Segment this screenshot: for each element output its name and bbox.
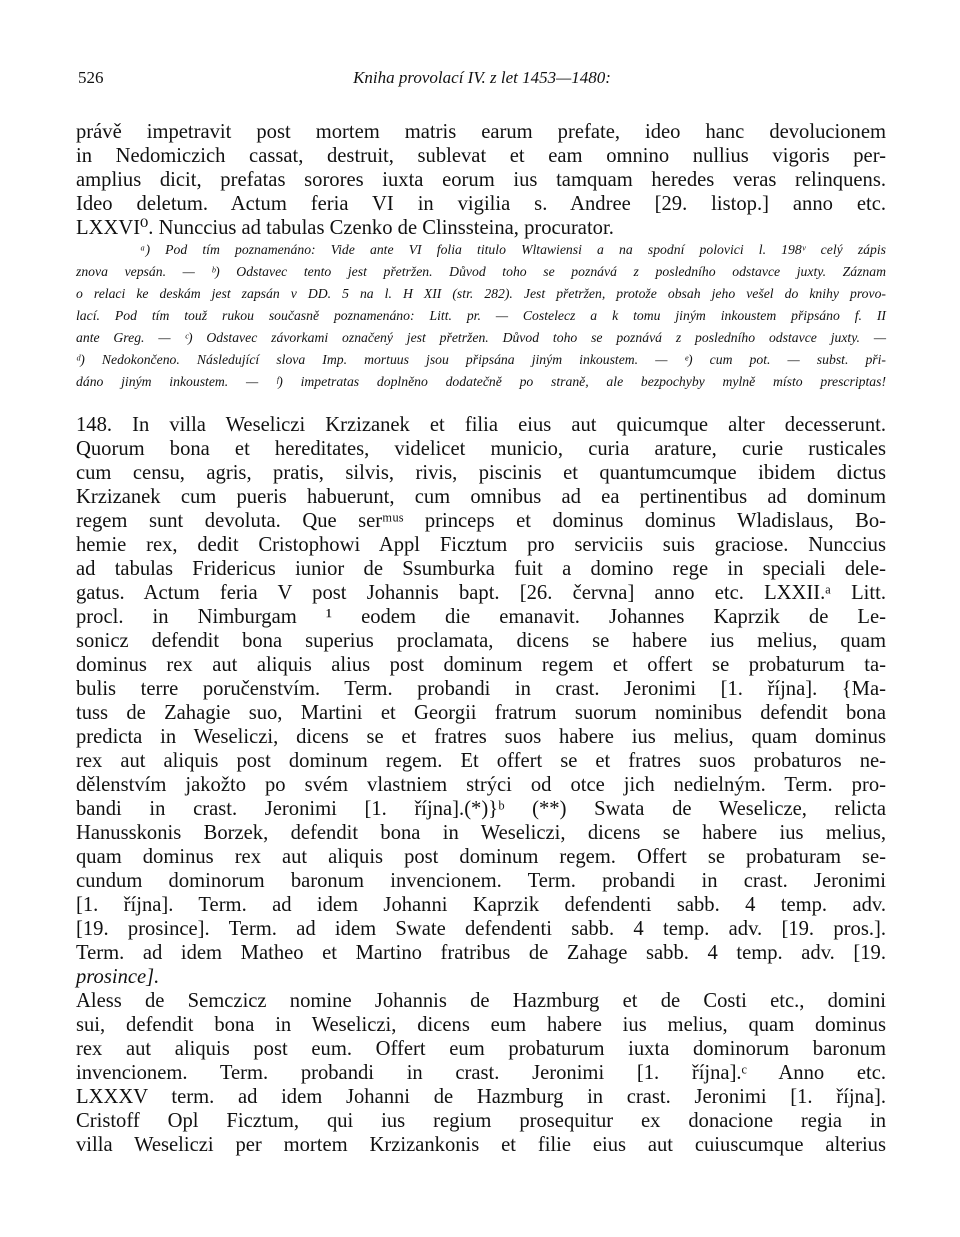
page-number: 526: [78, 68, 104, 87]
entry-line: bulis terre poručenstvím. Term. probandi in crast. Jeronimi [1. října]. {Ma-: [76, 678, 886, 700]
entry-line: [1. října]. Term. ad idem Johanni Kaprzik defendenti sabb. 4 temp. adv.: [76, 894, 886, 916]
entry-line: Cristoff Opl Ficztum, qui ius regium prosequitur ex donacione regia in: [76, 1110, 886, 1132]
entry-line: gatus. Actum feria V post Johannis bapt. [26. června] anno etc. LXXII.ᵃ Litt.: [76, 582, 886, 604]
entry-line: Krzizanek cum pueris habuerunt, cum omnibus ad ea pertinentibus ad dominum: [76, 486, 886, 508]
entry-line: Term. ad idem Matheo et Martino fratribus de Zahage sabb. 4 temp. adv. [19.: [76, 942, 886, 964]
entry-line: procl. in Nimburgam ¹ eodem die emanavit. Johannes Kaprzik de Le-: [76, 606, 886, 628]
footnote-line: ᵃ) Pod tím poznamenáno: Vide ante VI folia titulo Wltawiensi a na spodní polovici l. 198ᵛ celý zápis: [140, 242, 886, 257]
text-line: in Nedomiczich cassat, destruit, sublevat et eam omnino nullius vigoris per-: [76, 145, 886, 167]
entry-line: regem sunt devoluta. Que serᵐᵘˢ princeps et dominus dominus Wladislaus, Bo-: [76, 510, 886, 532]
entry-line: bandi in crast. Jeronimi [1. října].(*)}ᵇ (**) Swata de Weselicze, relicta: [76, 798, 886, 820]
entry-line: quam dominus rex aut aliquis post dominum regem. Offert se probaturam se-: [76, 846, 886, 868]
entry-line: villa Weseliczi per mortem Krzizankonis et filie eius aut cuiuscumque alterius: [76, 1134, 886, 1156]
entry-line: sui, defendit bona in Weseliczi, dicens eum habere ius melius, quam dominus: [76, 1014, 886, 1036]
footnote-line: lací. Pod tím touž rukou současně poznamenáno: Litt. pr. — Costelecz a k tomu jiným inkoustem připsáno f. II: [76, 308, 886, 323]
entry-line: ad tabulas Fridericus iunior de Ssumburka fuit a domino rege in speciali dele-: [76, 558, 886, 580]
entry-line: sonicz defendit bona superius proclamata, dicens se habere ius melius, quam: [76, 630, 886, 652]
footnote-line: ᵈ) Nedokončeno. Následující slova Imp. mortuus jsou připsána jiným inkoustem. — ᵉ) cum pot. — subst. při-: [76, 352, 886, 367]
running-title: Kniha provolací IV. z let 1453—1480:: [353, 68, 611, 87]
footnote-line: ante Greg. — ᶜ) Odstavec závorkami označený jest přetržen. Důvod toho se poznává z posledního odstavce juxty. —: [76, 330, 886, 345]
entry-line: hemie rex, dedit Cristophowi Appl Ficztum pro serviciis suis graciose. Nunccius: [76, 534, 886, 556]
entry-line: prosince].: [76, 966, 160, 988]
entry-line: 148. In villa Weseliczi Krzizanek et filia eius aut quicumque alter decesserunt.: [76, 414, 886, 436]
entry-line: cundum dominorum baronum invencionem. Term. probandi in crast. Jeronimi: [76, 870, 886, 892]
entry-line: rex aut aliquis post dominum regem. Et offert se et fratres suos probaturos ne-: [76, 750, 886, 772]
entry-line: tuss de Zahagie suo, Martini et Georgii fratrum suorum nominibus defendit bona: [76, 702, 886, 724]
page-header: [78, 68, 886, 92]
text-line: amplius dicit, prefatas sorores iuxta eorum ius tamquam heredes veras relinquens.: [76, 169, 886, 191]
entry-line: rex aut aliquis post eum. Offert eum probaturum iuxta dominorum baronum: [76, 1038, 886, 1060]
entry-line: predicta in Weseliczi, dicens se et fratres suos habere ius melius, quam dominus: [76, 726, 886, 748]
footnote-line: dáno jiným inkoustem. — ᶠ) impetratas doplněno dodatečně po straně, ale bezpochyby mylně místo prescriptas!: [76, 374, 886, 389]
entry-line: [19. prosince]. Term. ad idem Swate defendenti sabb. 4 temp. adv. [19. pros.].: [76, 918, 886, 940]
entry-line: Quorum bona et hereditates, videlicet municio, curia arature, curie rusticales: [76, 438, 886, 460]
footnote-line: znova vepsán. — ᵇ) Odstavec tento jest přetržen. Důvod toho se poznává z posledního odstavce juxty. Záznam: [76, 264, 886, 279]
entry-line: Hanusskonis Borzek, defendit bona in Weseliczi, dicens se habere ius melius,: [76, 822, 886, 844]
entry-line: cum censu, agris, pratis, silvis, rivis, piscinis et quantumcumque ibidem dictus: [76, 462, 886, 484]
entry-line: dělenstvím jakožto po svém vlastniem strýci od otce jich nedielným. Term. pro-: [76, 774, 886, 796]
entry-line: Aless de Semczicz nomine Johannis de Hazmburg et de Costi etc., domini: [76, 990, 886, 1012]
entry-line: LXXXV term. ad idem Johanni de Hazmburg in crast. Jeronimi [1. října].: [76, 1086, 886, 1108]
text-line: LXXVI⁰. Nunccius ad tabulas Czenko de Clinssteina, procurator.: [76, 217, 614, 239]
entry-line: invencionem. Term. probandi in crast. Jeronimi [1. října].ᶜ Anno etc.: [76, 1062, 886, 1084]
footnote-line: o relaci ke deskám jest zapsán v DD. 5 na l. H XII (str. 282). Jest přetržen, protože obsah jeho vešel do knihy provo-: [76, 286, 886, 301]
text-line: Ideo deletum. Actum feria VI in vigilia s. Andree [29. listop.] anno etc.: [76, 193, 886, 215]
entry-line: dominus rex aut aliquis alius post dominum regem et offert se probaturum ta-: [76, 654, 886, 676]
text-line: právě impetravit post mortem matris earum prefate, ideo hanc devolucionem: [76, 121, 886, 143]
